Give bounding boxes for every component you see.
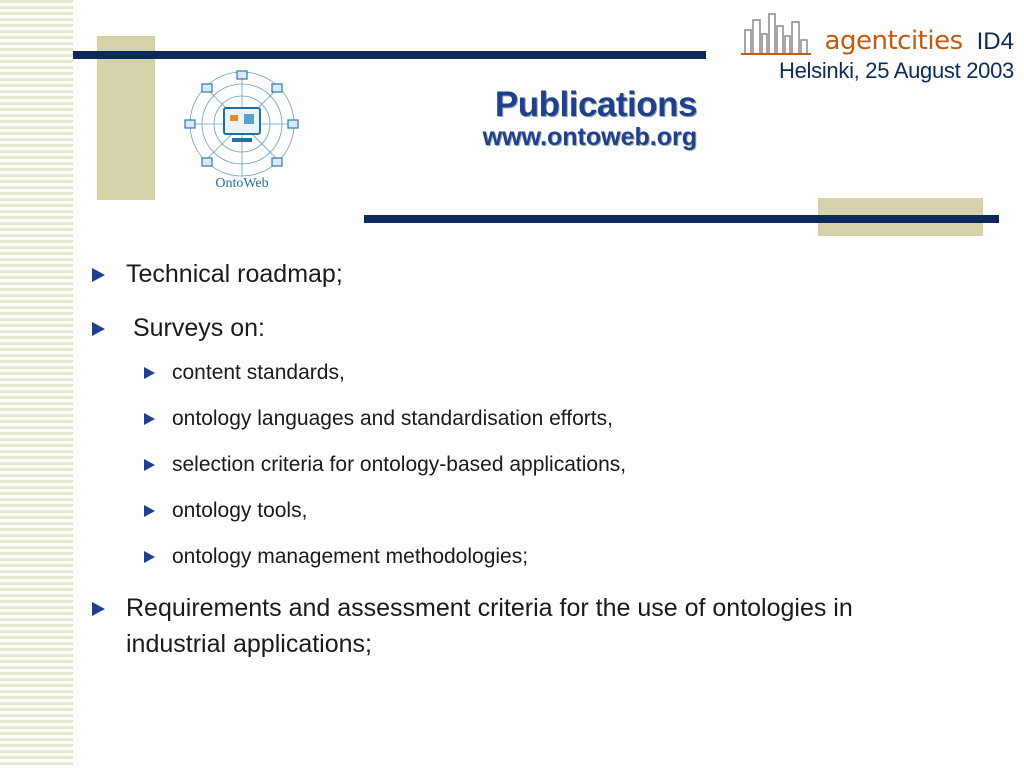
sub-bullet-text: ontology management methodologies; [172, 545, 529, 568]
decorative-stripes [0, 0, 73, 768]
title-url: www.ontoweb.org [482, 123, 697, 151]
sub-bullet-arrow-icon [144, 413, 155, 425]
sub-bullet-item [92, 496, 952, 526]
sub-bullet-list [92, 358, 952, 572]
sub-bullet-arrow-icon [144, 459, 155, 471]
slide-id: ID4 [976, 28, 1014, 55]
bullet-text: Requirements and assessment criteria for the use of ontologies in industrial applications; [126, 594, 853, 658]
ontoweb-logo [180, 68, 308, 192]
slide-title [483, 86, 697, 150]
top-divider-bar [73, 51, 706, 59]
sub-bullet-arrow-icon [144, 505, 155, 517]
location-date: Helsinki, 25 August 2003 [779, 58, 1014, 83]
bullet-item [92, 310, 952, 346]
ontoweb-logo-label: OntoWeb [215, 176, 269, 191]
sub-bullet-item [92, 542, 952, 572]
top-left-accent-block [97, 36, 155, 200]
agentcities-brand: agentcities [824, 26, 963, 56]
bullet-item [92, 590, 952, 662]
bullet-item [92, 256, 952, 292]
sub-bullet-item [92, 358, 952, 388]
sub-bullet-text: selection criteria for ontology-based applications, [172, 453, 627, 476]
sub-bullet-item [92, 450, 952, 480]
sub-bullet-text: ontology languages and standardisation efforts, [172, 407, 613, 430]
bullet-text: Technical roadmap; [126, 260, 343, 288]
sub-bullet-item [92, 404, 952, 434]
bullet-arrow-icon [92, 268, 105, 282]
title-underline-bar [364, 215, 999, 223]
bullet-list [92, 256, 952, 680]
sub-bullet-arrow-icon [144, 551, 155, 563]
bullet-arrow-icon [92, 602, 105, 616]
title-main: Publications [494, 85, 697, 124]
sub-bullet-arrow-icon [144, 367, 155, 379]
sub-bullet-text: content standards, [172, 361, 345, 384]
city-skyline-icon [741, 12, 811, 56]
bullet-arrow-icon [92, 322, 105, 336]
bullet-text: Surveys on: [126, 314, 265, 342]
sub-bullet-text: ontology tools, [172, 499, 308, 522]
header-right [741, 12, 1014, 84]
